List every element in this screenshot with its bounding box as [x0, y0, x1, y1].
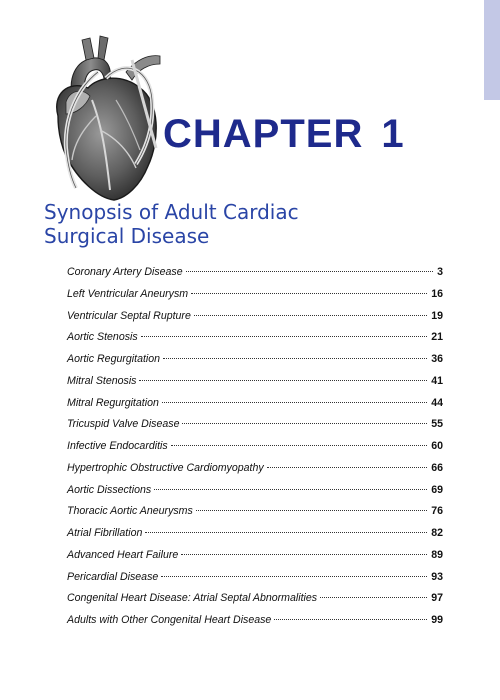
chapter-title-line-2: Surgical Disease: [44, 224, 210, 248]
toc-title: Hypertrophic Obstructive Cardiomyopathy: [67, 461, 264, 474]
toc-title: Tricuspid Valve Disease: [67, 418, 180, 431]
heart-illustration-icon: [36, 30, 171, 202]
toc-title: Aortic Dissections: [67, 483, 152, 496]
toc-page: 41: [431, 374, 443, 387]
toc-title: Aortic Regurgitation: [67, 353, 161, 365]
toc-leader: [274, 619, 427, 620]
toc-title: Congenital Heart Disease: Atrial Septal Abnormalities: [67, 592, 318, 605]
toc-leader: [154, 489, 427, 490]
toc-page: 66: [431, 461, 443, 474]
toc-page: 44: [431, 396, 443, 409]
toc-item-aortic-dissections[interactable]: [67, 480, 443, 502]
toc-page: 19: [431, 309, 443, 322]
toc-title: Adults with Other Congenital Heart Disease: [67, 614, 272, 626]
toc-title: Mitral Regurgitation: [67, 396, 159, 409]
toc-page: 93: [431, 570, 443, 583]
toc-page: 82: [431, 527, 443, 539]
chapter-title-line-1: Synopsis of Adult Cardiac: [44, 200, 299, 224]
toc-leader: [145, 532, 427, 533]
toc-leader: [320, 597, 427, 598]
toc-leader: [171, 445, 428, 446]
toc-leader: [182, 423, 427, 424]
toc-item-aortic-regurgitation[interactable]: [67, 349, 443, 371]
chapter-label: CHAPTER: [163, 112, 364, 156]
toc-title: Pericardial Disease: [67, 570, 159, 583]
chapter-title: [44, 200, 299, 248]
toc-item-coronary-artery-disease[interactable]: [67, 262, 443, 284]
toc-page: 16: [431, 287, 443, 300]
toc-item-tricuspid-valve-disease[interactable]: [67, 414, 443, 436]
toc-item-congenital-heart-disease-asd[interactable]: [67, 588, 443, 610]
toc-leader: [141, 336, 428, 337]
toc-title: Coronary Artery Disease: [67, 266, 183, 278]
toc-item-mitral-regurgitation[interactable]: [67, 393, 443, 415]
toc-leader: [267, 467, 428, 468]
toc-leader: [163, 358, 427, 359]
toc-title: Infective Endocarditis: [67, 440, 168, 452]
toc-item-thoracic-aortic-aneurysms[interactable]: [67, 501, 443, 523]
toc-page: 89: [431, 548, 443, 561]
toc-leader: [194, 315, 427, 316]
toc-leader: [139, 380, 427, 381]
toc-item-ventricular-septal-rupture[interactable]: [67, 306, 443, 328]
page-side-tab: [484, 0, 500, 100]
toc-item-mitral-stenosis[interactable]: [67, 371, 443, 393]
toc-page: 97: [431, 592, 443, 605]
toc-title: Atrial Fibrillation: [67, 527, 143, 539]
toc-item-aortic-stenosis[interactable]: [67, 327, 443, 349]
chapter-number: 1: [381, 112, 405, 156]
toc-leader: [186, 271, 434, 272]
toc-title: Mitral Stenosis: [67, 374, 137, 387]
toc-leader: [162, 402, 427, 403]
toc-leader: [196, 510, 427, 511]
toc-title: Left Ventricular Aneurysm: [67, 287, 189, 300]
toc-item-infective-endocarditis[interactable]: [67, 436, 443, 458]
toc-item-left-ventricular-aneurysm[interactable]: [67, 284, 443, 306]
toc-item-atrial-fibrillation[interactable]: [67, 523, 443, 545]
toc-leader: [161, 576, 427, 577]
toc-page: 3: [437, 266, 443, 278]
toc-page: 36: [431, 353, 443, 365]
toc-title: Advanced Heart Failure: [67, 548, 179, 561]
toc-page: 60: [431, 440, 443, 452]
chapter-heading: [163, 114, 405, 154]
toc-title: Ventricular Septal Rupture: [67, 309, 191, 322]
toc-leader: [191, 293, 427, 294]
toc-page: 55: [431, 418, 443, 431]
toc-item-advanced-heart-failure[interactable]: [67, 545, 443, 567]
toc-title: Thoracic Aortic Aneurysms: [67, 505, 193, 518]
table-of-contents: [67, 262, 443, 632]
toc-page: 69: [431, 483, 443, 496]
toc-item-adults-other-congenital-heart-disease[interactable]: [67, 610, 443, 632]
toc-page: 99: [431, 614, 443, 626]
toc-item-pericardial-disease[interactable]: [67, 567, 443, 589]
toc-leader: [181, 554, 427, 555]
toc-page: 76: [431, 505, 443, 518]
toc-title: Aortic Stenosis: [67, 331, 138, 344]
toc-page: 21: [431, 331, 443, 344]
toc-item-hypertrophic-obstructive-cardiomyopathy[interactable]: [67, 458, 443, 480]
